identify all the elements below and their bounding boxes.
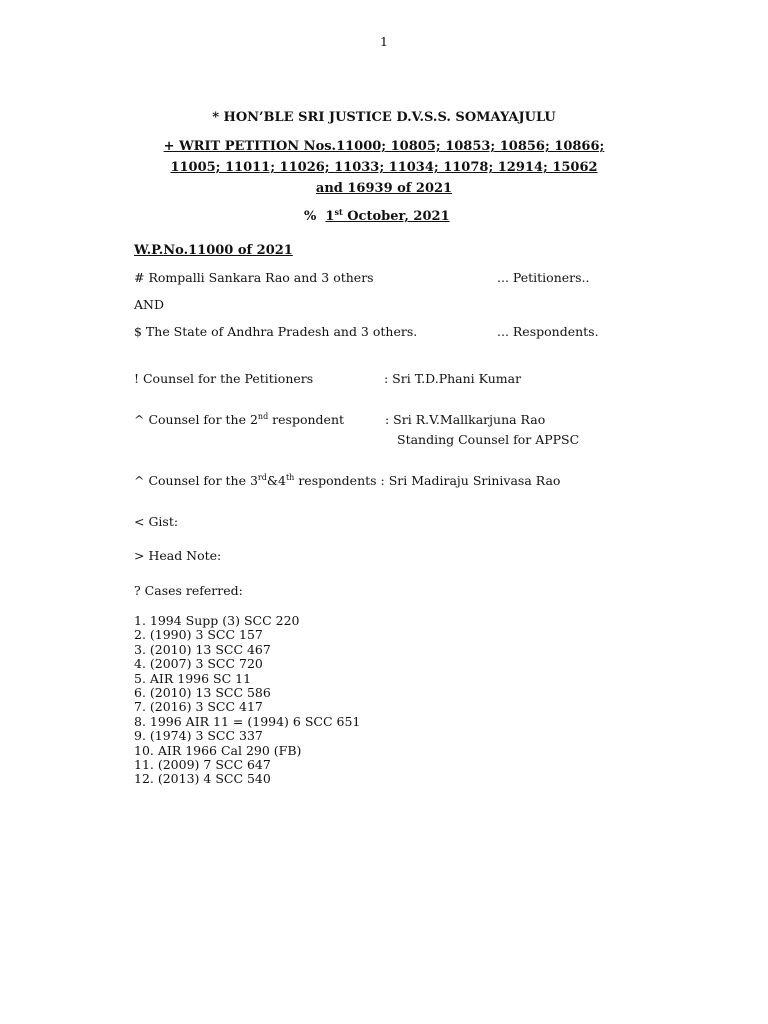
petition-heading-line-3: and 16939 of 2021 (315, 181, 453, 196)
counsel-3rd-4th (134, 473, 560, 488)
case-item: 9. (1974) 3 SCC 337 (134, 728, 263, 744)
case-item: 10. AIR 1966 Cal 290 (FB) (134, 742, 302, 758)
date-prefix: % (304, 209, 317, 224)
counsel-petitioners-value: : Sri T.D.Phani Kumar (384, 371, 522, 386)
case-item: 12. (2013) 4 SCC 540 (134, 771, 271, 787)
case-item: 2. (1990) 3 SCC 157 (134, 627, 263, 643)
and-text: AND (134, 297, 164, 312)
wp-number: W.P.No.11000 of 2021 (134, 243, 293, 258)
counsel-2nd-value: : Sri R.V.Mallkarjuna Rao (385, 412, 546, 427)
case-item: 8. 1996 AIR 11 = (1994) 6 SCC 651 (134, 713, 361, 729)
petitioners-role: ... Petitioners.. (497, 270, 590, 285)
judge-heading: * HON’BLE SRI JUSTICE D.V.S.S. SOMAYAJULU (212, 110, 556, 125)
counsel-4th-sup: th (285, 473, 295, 482)
cases-referred-label: ? Cases referred: (134, 583, 243, 598)
case-item: 11. (2009) 7 SCC 647 (134, 757, 271, 773)
date-value (325, 209, 449, 224)
head-note-label: > Head Note: (134, 548, 222, 563)
date-rest: October, 2021 (347, 209, 450, 224)
respondents-role: ... Respondents. (497, 324, 599, 339)
cases-list (134, 614, 360, 787)
case-item: 6. (2010) 13 SCC 586 (134, 685, 271, 701)
date-day-sup: st (334, 207, 343, 217)
counsel-2nd-label-post: respondent (268, 412, 345, 427)
counsel-3rd-mid: &4 (266, 473, 286, 488)
counsel-2nd-sup: nd (257, 412, 269, 421)
counsel-2nd-designation: Standing Counsel for APPSC (397, 432, 580, 447)
counsel-3rd-4th-value: respondents : Sri Madiraju Srinivasa Rao (294, 473, 561, 488)
case-item: 1. 1994 Supp (3) SCC 220 (134, 613, 300, 628)
case-item: 4. (2007) 3 SCC 720 (134, 656, 263, 672)
counsel-3rd-sup: rd (257, 473, 267, 482)
respondents-name: $ The State of Andhra Pradesh and 3 others. (134, 324, 418, 339)
gist-label: < Gist: (134, 514, 179, 529)
petition-heading-line-2: 11005; 11011; 11026; 11033; 11034; 11078; 12914; 15062 (170, 160, 598, 175)
date-day: 1 (325, 209, 335, 224)
date-line (304, 209, 450, 224)
case-item: 3. (2010) 13 SCC 467 (134, 641, 271, 657)
counsel-2nd-label (134, 412, 344, 427)
case-item: 5. AIR 1996 SC 11 (134, 670, 252, 686)
case-item: 7. (2016) 3 SCC 417 (134, 699, 263, 715)
counsel-petitioners-label: ! Counsel for the Petitioners (134, 371, 314, 386)
page-number: 1 (380, 34, 388, 49)
petition-heading-line-1: + WRIT PETITION Nos.11000; 10805; 10853; 10856; 10866; (163, 139, 605, 154)
petitioners-name: # Rompalli Sankara Rao and 3 others (134, 270, 374, 285)
counsel-3rd-label-pre: ^ Counsel for the 3 (134, 473, 258, 488)
counsel-2nd-label-pre: ^ Counsel for the 2 (134, 412, 258, 427)
